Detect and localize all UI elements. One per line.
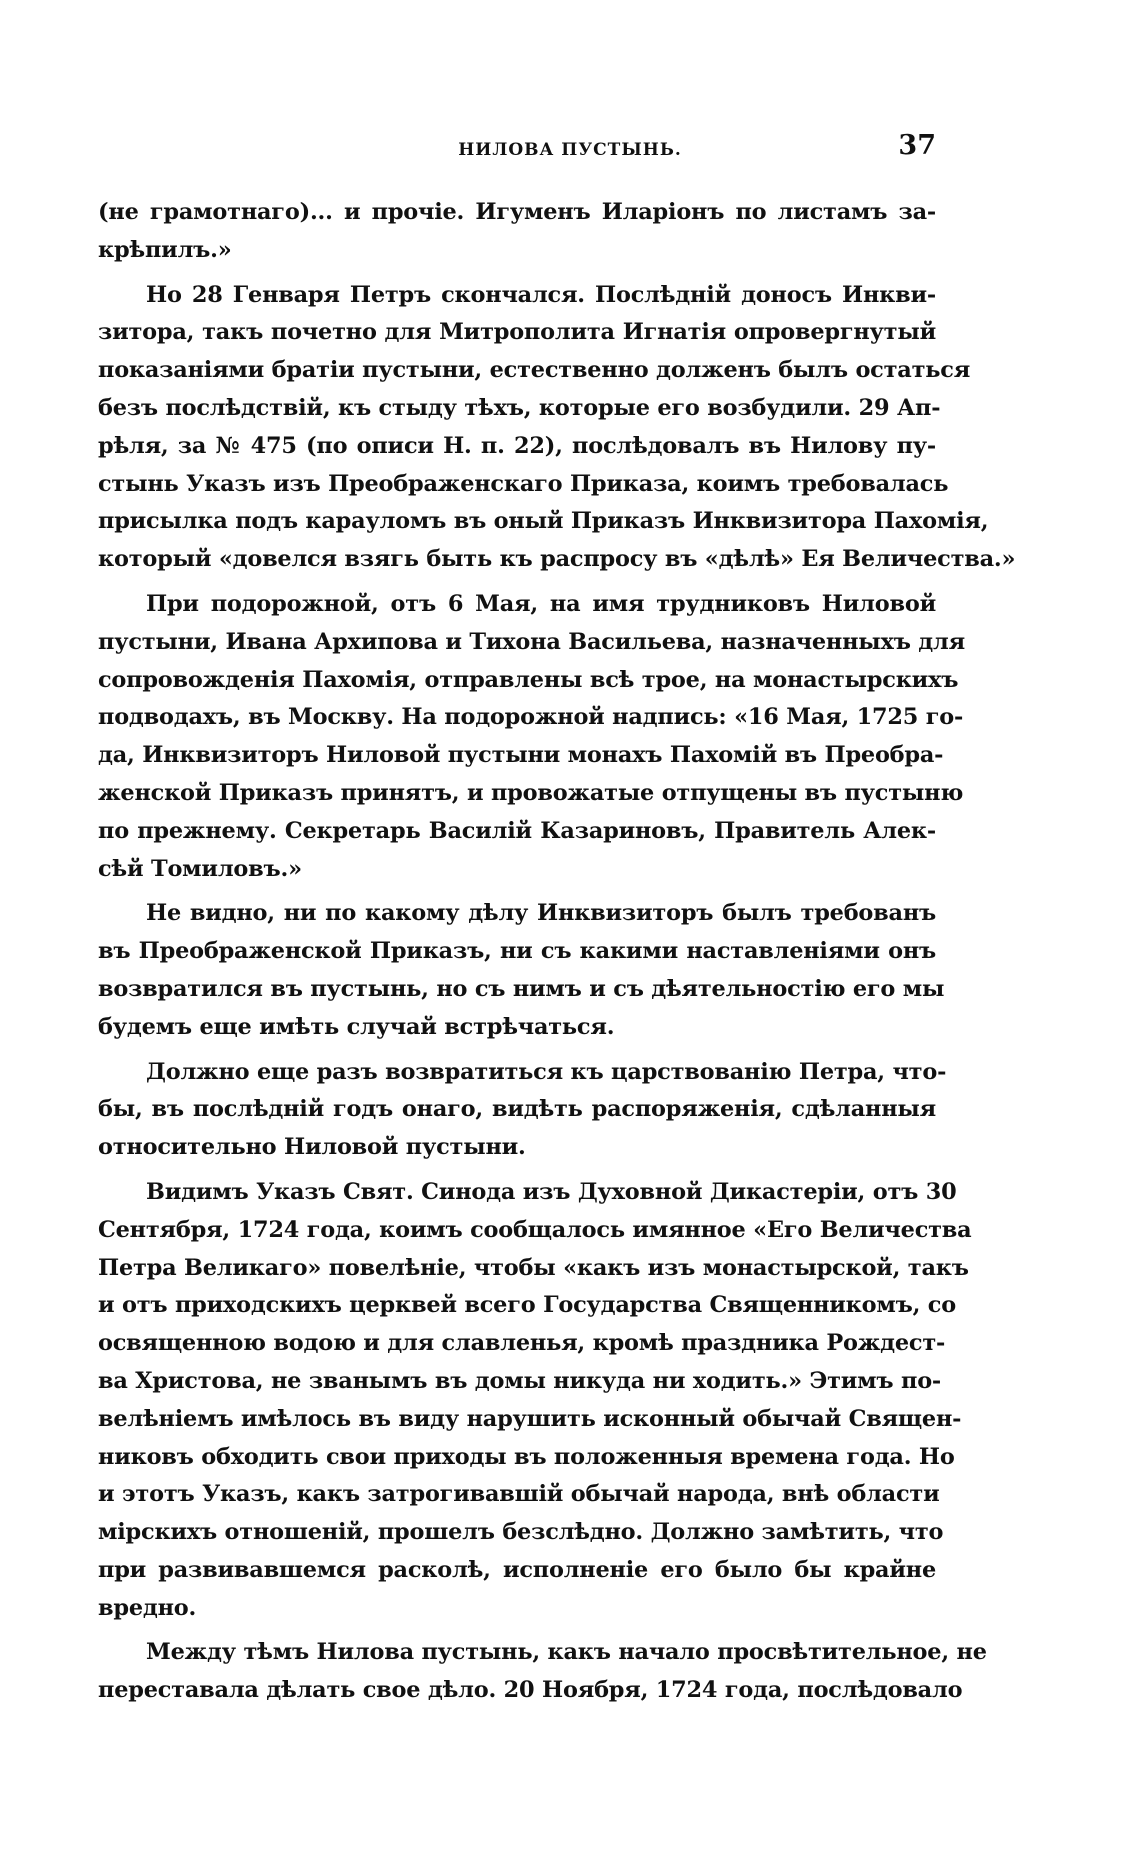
paragraph bbox=[98, 277, 1016, 579]
text-line: зитора, такъ почетно для Митрополита Игнатія опровергнутый bbox=[98, 319, 936, 346]
text-line: велѣніемъ имѣлось въ виду нарушить исконный обычай Священ- bbox=[98, 1405, 962, 1432]
text-line: безъ послѣдствій, къ стыду тѣхъ, которые его возбудили. 29 Ап- bbox=[98, 394, 941, 421]
text-line: освященною водою и для славленья, кромѣ праздника Рождест- bbox=[98, 1330, 946, 1357]
text-line: никовъ обходить свои приходы въ положенныя времена года. Но bbox=[98, 1443, 955, 1470]
text-line: при развивавшемся расколѣ, исполненіе его было бы крайне bbox=[98, 1556, 936, 1583]
text-line: пустыни, Ивана Архипова и Тихона Васильева, назначенныхъ для bbox=[98, 628, 965, 655]
paragraph bbox=[98, 895, 945, 1046]
text-line: относительно Ниловой пустыни. bbox=[98, 1134, 526, 1161]
text-line: который «довелся взягь быть къ распросу въ «дѣлѣ» Ея Величества.» bbox=[98, 546, 1016, 573]
text-line: Сентября, 1724 года, коимъ сообщалось имянное «Его Величества bbox=[98, 1216, 972, 1243]
text-line: возвратился въ пустынь, но съ нимъ и съ дѣятельностію его мы bbox=[98, 975, 945, 1002]
running-head: НИЛОВА ПУСТЫНЬ. bbox=[458, 140, 682, 160]
text-line: стынь Указъ изъ Преображенскаго Приказа, коимъ требовалась bbox=[98, 470, 949, 497]
text-line: (не грамотнаго)... и прочіе. Игуменъ Иларіонъ по листамъ за- bbox=[98, 199, 936, 225]
paragraph bbox=[98, 1634, 987, 1710]
text-line: крѣпилъ.» bbox=[98, 236, 232, 263]
text-line: Не видно, ни по какому дѣлу Инквизиторъ былъ требованъ bbox=[146, 900, 936, 927]
text-line: переставала дѣлать свое дѣло. 20 Ноября, 1724 года, послѣдовало bbox=[98, 1677, 963, 1704]
text-line: въ Преображенской Приказъ, ни съ какими наставленіями онъ bbox=[98, 938, 936, 965]
text-line: Видимъ Указъ Свят. Синода изъ Духовной Дикастеріи, отъ 30 bbox=[146, 1178, 957, 1205]
body-text bbox=[98, 194, 1016, 1710]
text-line: и этотъ Указъ, какъ затрогивавшій обычай народа, внѣ области bbox=[98, 1481, 940, 1508]
text-line: рѣля, за № 475 (по описи Н. п. 22), послѣдовалъ въ Нилову пу- bbox=[98, 432, 936, 459]
text-line: мірскихъ отношеній, прошелъ безслѣдно. Должно замѣтить, что bbox=[98, 1519, 944, 1546]
text-line: Должно еще разъ возвратиться къ царствованію Петра, что- bbox=[146, 1058, 947, 1085]
text-line: сопровожденія Пахомія, отправлены всѣ трое, на монастырскихъ bbox=[98, 666, 959, 693]
text-line: будемъ еще имѣть случай встрѣчаться. bbox=[98, 1013, 615, 1040]
paragraph bbox=[98, 194, 936, 270]
page-number: 37 bbox=[898, 130, 936, 161]
text-line: да, Инквизиторъ Ниловой пустыни монахъ Пахомій въ Преобра- bbox=[98, 742, 944, 769]
text-line: Но 28 Генваря Петръ скончался. Послѣдній доносъ Инкви- bbox=[146, 281, 936, 308]
paragraph bbox=[98, 586, 965, 888]
text-line: подводахъ, въ Москву. На подорожной надпись: «16 Мая, 1725 го- bbox=[98, 704, 964, 731]
text-line: Петра Великаго» повелѣніе, чтобы «какъ изъ монастырской, такъ bbox=[98, 1254, 969, 1281]
text-line: по прежнему. Секретарь Василій Казариновъ, Правитель Алек- bbox=[98, 817, 936, 844]
text-line: Между тѣмъ Нилова пустынь, какъ начало просвѣтительное, не bbox=[146, 1639, 987, 1666]
text-line: ва Христова, не званымъ въ домы никуда ни ходить.» Этимъ по- bbox=[98, 1367, 942, 1394]
text-line: вредно. bbox=[98, 1594, 197, 1621]
text-line: присылка подъ карауломъ въ оный Приказъ Инквизитора Пахомія, bbox=[98, 508, 989, 535]
text-line: При подорожной, отъ 6 Мая, на имя трудниковъ Ниловой bbox=[146, 590, 936, 617]
text-line: показаніями братіи пустыни, естественно долженъ былъ остаться bbox=[98, 357, 971, 384]
text-line: и отъ приходскихъ церквей всего Государства Священникомъ, со bbox=[98, 1292, 956, 1319]
paragraph bbox=[98, 1054, 947, 1167]
text-line: бы, въ послѣдній годъ онаго, видѣть распоряженія, сдѣланныя bbox=[98, 1096, 936, 1123]
text-line: женской Приказъ принятъ, и провожатые отпущены въ пустыню bbox=[98, 779, 964, 806]
text-line: сѣй Томиловъ.» bbox=[98, 855, 302, 882]
paragraph bbox=[98, 1174, 972, 1628]
